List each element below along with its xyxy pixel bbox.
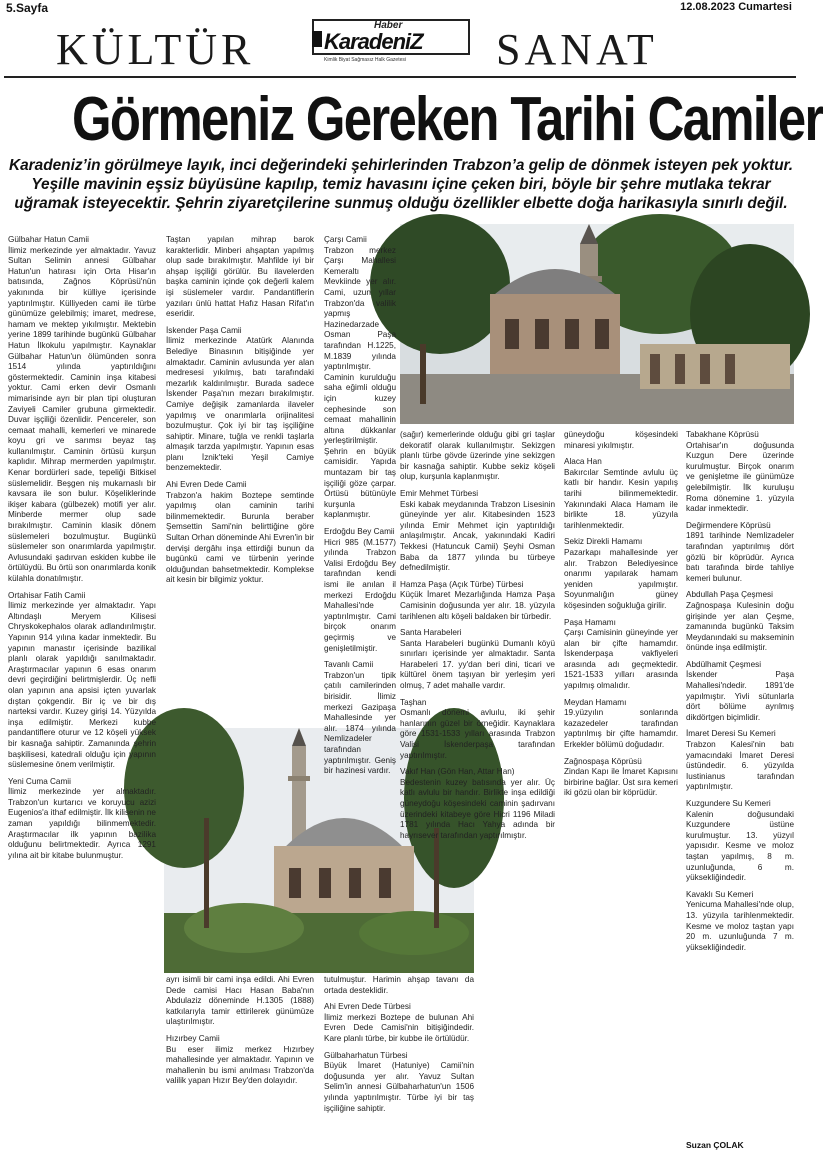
article-column-6: [686, 430, 794, 1138]
section-word-left: KÜLTÜR: [56, 25, 255, 74]
subheading: Sekiz Direkli Hamamı: [564, 537, 643, 547]
article-column-3: [324, 235, 396, 776]
paragraph: 19.yüzyılın sonlarında kazazedeler tarafından yaptırılmış bir çifte hamamdır. Erkekler bölümü doğudadır.: [564, 708, 678, 750]
logo-top-text: Haber: [374, 20, 403, 31]
paragraph: güneydoğu köşesindeki minaresi yıkılmıştır.: [564, 430, 678, 450]
article-column-5: [564, 430, 678, 1151]
column-4-content: [400, 430, 555, 841]
article-column-2-bottom: [166, 975, 314, 1153]
column-2-bottom-content: [166, 975, 314, 1087]
subheading: Kuzgundere Su Kemeri: [686, 799, 771, 808]
paragraph: Bakırcılar Semtinde avlulu üç katlı bir handır. Kesin yapılış tarihi bilinmemektedir. Yakınındaki Alaca Hamam ile birlikte 18. yüzyıla tarihlenmektedir.: [564, 467, 678, 530]
mosque-courtyard-illustration: [400, 224, 794, 424]
photo-mosque-courtyard: [400, 224, 794, 424]
subheading: Hızırbey Camii: [166, 1033, 220, 1043]
paragraph: tutulmuştur. Harimin ahşap tavanı da ortada desteklidir.: [324, 975, 474, 995]
paragraph: Çarşı Camisinin güneyinde yer alan bir çifte hamamdır. İskenderpaşa vakfiyeleri arasında adı geçmektedir. 1521-1533 yılları arasında yapılmış olmalıdır.: [564, 628, 678, 691]
paragraph: İlimiz merkezi Boztepe de bulunan Ahi Evren Dede Camisi'nin bitişiğindedir. Kare planlı türbe, bir kubbe ile örtülüdür.: [324, 1012, 474, 1043]
paragraph: İlimiz merkezinde yer almaktadır. Yavuz Sultan Selimin annesi Gülbahar Hatun'un hatırası için Orta Hisar'ın batısında, Zağnos Köprüsü'nün yakınında bir külliye içerisinde yaptırılmıştır. Külliyeden cami ile türbe günümüze gelebilmiş; imaret, medrese, hamam ve mektep yıkılmıştır. Mektebin yerine 1899 tarihinde bugünkü Gülbahar Hatun İlkokulu yapılmıştır. Kaynaklar Gülbahar Hatun'un ölümünden sonra 1514 yılında yaptırıldığını göstermektedir. Caminin inşa kitabesi yoktur. Cami erken devir Osmanlı mimarisinde ayrı bir plan tipi oluşturan Zaviyeli Camiler grubuna girmektedir. Duvar işçiliği özenlidir. Pencereler, son cemaat mahalli, kemerleri ve minarede koyu gri ve sarımsı beyaz taş kullanılmıştır. Caminin örtüsü kurşun kaplıdır. Mihrap mermerden yapılmıştır. Kenar bordürleri sade, tepeliği Bitkisel süslemelidir. Beşgen niş mukarnaslı bir kavsara ile son bulur. Köşeliklerinde ikişer kabara (gülbezek) motifi yer alır. Minberde mermer olup sade bırakılmıştır. Caminin klasik dönem süslemeleri bozulmuştur. Bugünkü süslemeler son onarımlarda yapılmıştır. Avlusundaki şadırvan eskiden kubbe ile örtülüydü. Bu örtü son onarımlarda konik külahla donatılmıştır.: [8, 245, 156, 583]
column-2-content: [166, 235, 314, 586]
subheading: Değirmendere Köprüsü: [686, 520, 771, 530]
paragraph: Bu eser ilimiz merkez Hızırbey mahallesinde yer almaktadır. Yapının ve mahallenin bu ismi anılması Trabzon'da valilik yapan Hızır Bey'den dolayıdır.: [166, 1044, 314, 1086]
paragraph: Trabzon'un tipik çatılı camilerinden birisidir. İlimiz merkezi Gazipaşa Mahallesinde yer alır. 1874 yılında Nemlizadeler tarafından yaptırılmıştır. Geniş bir hazinesi vardır.: [324, 670, 396, 776]
subheading: İskender Paşa Camii: [166, 325, 242, 335]
subheading: Vakıf Han (Gön Han, Attar Han): [400, 767, 515, 777]
article-column-2: [166, 235, 314, 725]
paragraph: (sağır) kemerlerinde olduğu gibi gri taşlar dekoratif olarak kullanılmıştır. Sekizgen planlı türbe gövde üzerinde yine sekizgen bir kasnağa sahiptir. Kubbe sekiz köşeli olup, kurşunla kaplanmıştır.: [400, 430, 555, 482]
column-1-content: [8, 235, 156, 861]
subheading: Emir Mehmet Türbesi: [400, 488, 479, 498]
paragraph: Trabzon merkez Çarşı Mahallesi Kemeraltı Mevkiinde yer alır. Cami, uzun yıllar Trabzon'da valilik yapmış Hazinedarzade Osman Paşa tarafından H.1225, M.1839 yılında yaptırılmıştır. Caminin kurulduğu saha eğimli olduğu için kuzey cephesinde son cemaat mahallinin altına dükkanlar yerleştirilmiştir. Şehrin en büyük camisidir. Yapıda muntazam bir taş işçiliği göze çarpar. Örtüsü bütünüyle kurşunla kaplanmıştır.: [324, 245, 396, 520]
lead-paragraph: Karadeniz’in görülmeye layık, inci değerindeki şehirlerinden Trabzon’a gelip de dönmek isteyen pek yoktur. Yeşille mavinin eşsiz büyüsüne kapılıp, temiz havasını içine çeken biri, böyle bir şehre mutlaka tekrar uğramak isteyecektir. Şehrin ziyaretçilerine sunmuş olduğu özellikler elbette doğa harikasıyla sınırlı değil.: [8, 157, 794, 212]
section-header: [0, 16, 800, 74]
subheading: Ortahisar Fatih Camii: [8, 590, 86, 600]
paragraph: Santa Harabeleri bugünkü Dumanlı köyü sınırları içerisinde yer almaktadır. Santa Harabeleri 17. yy'dan beri dini, ticari ve kültürel önem taşıyan bir yerleşim yeri olmuş, 7 adet mahalle vardır.: [400, 638, 555, 691]
subheading: Tabakhane Köprüsü: [686, 430, 759, 439]
headline: Görmeniz Gereken Tarihi Camiler: [72, 85, 823, 154]
paragraph: Küçük İmaret Mezarlığında Hamza Paşa Camisinin doğusunda yer alır. 18. yüzyıla tarihlenen altı köşeli baldaken bir türbedir.: [400, 590, 555, 621]
subheading: Gülbaharhatun Türbesi: [324, 1050, 408, 1060]
subheading: Alaca Han: [564, 457, 602, 467]
paragraph: Zindan Kapı ile İmaret Kapısını birbirine bağlar. Üst sıra kemeri iki gözü olan bir köprüdür.: [564, 767, 678, 798]
subheading: Çarşı Camii: [324, 235, 367, 244]
paragraph: Yenicuma Mahallesi'nde olup, 13. yüzyıla tarihlenmektedir. Kesme ve moloz taştan yapı 20 m. uzunluğunda 7 m. yüksekliğindedir.: [686, 900, 794, 952]
paragraph: Osmanlı dönemi avluılu, iki şehir hanlarının güzel bir örneğidir. Kaynaklara göre 1531-1533 yılları arasında Trabzon Valisi İskenderpaşa tarafından yaptırılmıştır.: [400, 708, 555, 760]
header-rule: [4, 76, 796, 78]
subheading: Zağnospaşa Köprüsü: [564, 756, 642, 766]
subheading: Paşa Hamamı: [564, 617, 616, 627]
logo-frame: [312, 19, 470, 55]
subheading: Santa Harabeleri: [400, 628, 462, 638]
subheading: Abdülhamit Çeşmesi: [686, 659, 762, 669]
paragraph: İlimiz merkezinde yer almaktadır. Yapı Altındaşlı Meryem Kilisesi Chryskokephalos olarak adlandırılmıştır. Yapının 914 yılına kadar inmektedir. Bu yapının manastır içerisinde bazilikal planlı olarak yapıldığı sanılmaktadır. Araştırmacılar yapının 6 esas onarım devri geçirdiğini belirtmişlerdir. Üç nefli olan yapının ana apsisi içten yuvarlak dıştan çokgendir. Bir iç ve bir dış narteksi vardır. Kuzey girişi 14. Yüzyılda inşa edilmiştir. Merkezi kubbe pandantiflere oturur ve 12 köşeli yüksek bir kasnağa sahiptir. Zamanında şehrin başkilisesi, katedrali olduğu için yapının süslemesine önem verilmiştir.: [8, 601, 156, 770]
paragraph: Eski kabak meydanında Trabzon Lisesinin güneyinde yer alır. Kitabesinden 1523 yılında Emir Mehmet için yaptırıldığı anlaşılmıştır. Ancak, yakınındaki Kadiri Tekkesi (Hatuncuk Camii) Şeyhi Osman Baba da 1877 yılında bu türbeye defnedilmiştir.: [400, 499, 555, 573]
subheading: Abdullah Paşa Çeşmesi: [686, 590, 773, 600]
newspaper-logo: [312, 19, 470, 67]
paragraph: Taştan yapılan mihrap barok karakterlidir. Minberi ahşaptan yapılmış olup sade bırakılmıştır. Mahfilde iyi bir ahşap işçiliği görülür. Bu ilavelerden başka caminin içinde çok değerli kalem işi süslemeler vardır. Pandantiflerin yazıları ünlü hattat Hafız Hasan Rifat'ın eseridir.: [166, 235, 314, 319]
paragraph: Bedestenin kuzey batısında yer alır. Üç katlı avlulu bir handır. Birlikte inşa edildiği güneydoğu köşesindeki caminin şadırvanı üzerindeki kitabeye göre Hicri 1196 Miladi 1781 yılında Hacı Yahya adında bir hayrısever tarafından yaptırılmıştır.: [400, 777, 555, 840]
subheading: Taşhan: [400, 697, 427, 707]
article-column-4: [400, 430, 555, 1151]
column-5-content: [564, 430, 678, 799]
subheading: Tavanlı Camii: [324, 660, 374, 670]
logo-subtitle: Kimlik Biyat Sağmasız Halk Gazetesi: [324, 57, 406, 63]
column-6-content: [686, 430, 794, 953]
paragraph: ayrı isimli bir cami inşa edildi. Ahi Evren Dede camisi Hacı Hasan Baba'nın Abdulaziz döneminde H.1305 (1888) katkılarıyla tamir ettirilerek günümüze ulaştırılmıştır.: [166, 975, 314, 1027]
subheading: Ahi Evren Dede Camii: [166, 480, 247, 490]
paragraph: İlimiz merkezinde Atatürk Alanında Belediye Binasının bitişiğinde yer almaktadır. Caminin avlusunda yer alan medresesi yıkılmış, batı tarafındaki mezarlık kaldırılmıştır. Burada sadece İskender Paşa'nın mezarı bırakılmıştır. Camiye değişik zamanlarda ilaveler yapılmış ve onarımlarla orijinalitesi bozulmuştur. Çok iyi bir taş işçiliğine sahiptir. Minare, tuğla ve renkli taşlarla almaşık tarzda yapılmıştır. Yapının esas planı İznik'teki Yeşil Camiye benzemektedir.: [166, 336, 314, 473]
paragraph: Büyük İmaret (Hatuniye) Camii'nin doğusunda yer alır. Yavuz Sultan Selim'in annesi Gülbaharhatun'un 1506 yılında yaptırılmıştır. Türbe iyi bir taş işçiliğine sahiptir.: [324, 1061, 474, 1113]
logo-mark-icon: [312, 31, 322, 47]
page-number: 5.Sayfa: [6, 1, 49, 15]
subheading: Kavaklı Su Kemeri: [686, 889, 754, 899]
issue-date: 12.08.2023 Cumartesi: [680, 1, 792, 13]
paragraph: Trabzon Kalesi'nin batı yamacındaki İmaret Deresi üstündedir. 6. yüzyılda Iustinianus tarafından yaptırılmıştır.: [686, 740, 794, 792]
paragraph: İlimiz merkezinde yer almaktadır. Trabzon'un kurtarıcı ve koruyucu azizi Eugenios'a ithaf edilmiştir. İlk kilisenin ne zaman yapıldığı bilinmemektedir. Araştırmacılar ilk yapının bazilika olduğunu belirtmektedir. Ayrıca 1291 yılına ait bir kitabe bulunmuştur.: [8, 787, 156, 860]
paragraph: Hicri 985 (M.1577) yılında Trabzon Valisi Erdoğdu Bey tarafından kendi ismi ile anılan il merkezi Erdoğdu Mahallesi'nde yaptırılmıştır. Cami birçok onarım geçirmiş ve genişletilmiştir.: [324, 537, 396, 653]
subheading: Erdoğdu Bey Camii: [324, 527, 395, 537]
subheading: Hamza Paşa (Açık Türbe) Türbesi: [400, 579, 524, 589]
paragraph: Zağnospaşa Kulesinin doğu girişinde yer alan Çeşme, zamanında bugünkü Taksim Meydanındaki su makseminin önünde inşa edilmiştir.: [686, 600, 794, 653]
paragraph: 1891 tarihinde Nemlizadeler tarafından yaptırılmış dört gözlü bir köprüdür. Ayrıca batı tarafında birde tahliye kemeri bulunur.: [686, 531, 794, 583]
paragraph: Ortahisar'ın doğusunda Kuzgun Dere üzerinde kurulmuştur. Birçok onarım ve genişletme ile günümüze gelebilmiştir. İlk kuruluşu Roma dönemine 1. yüzyıla kadar inmektedir.: [686, 440, 794, 514]
byline: Suzan ÇOLAK: [686, 1140, 744, 1150]
logo-main-text: KaradeniZ: [324, 29, 423, 54]
top-bar: [0, 0, 800, 14]
paragraph: İskender Paşa Mahallesi'ndedir. 1891'de yapılmıştır. Yivli sütunlarla dört bölüme ayrılmış dikdörtgen biçimlidir.: [686, 670, 794, 722]
section-word-right: SANAT: [496, 25, 658, 74]
paragraph: Pazarkapı mahallesinde yer alır. Trabzon Belediyesince onarımı yapılarak hamam yeniden yapılmıştır. Soyunmalığın güney köşesinden soğukluğa girilir.: [564, 547, 678, 610]
column-3-content: [324, 235, 396, 777]
paragraph: Kalenin doğusundaki Kuzgundere üstüne kurulmuştur. 13. yüzyıl yapısıdır. Kesme ve moloz taştan yapılmış, 8 m. uzunluğunda, 6 m. yüksekliğindedir.: [686, 809, 794, 883]
subheading: Yeni Cuma Camii: [8, 776, 71, 786]
subheading: İmaret Deresi Su Kemeri: [686, 729, 776, 739]
subheading: Gülbahar Hatun Camii: [8, 235, 90, 244]
paragraph: Trabzon'a hakim Boztepe semtinde yapılmış olan caminin tarihi bilinmemektedir. Burunla beraber Şemsettin Sami'nin belirttiğine göre Sultan Orhan döneminde Ahi Evren'in bir dervişi dergâhı inşa ettirdiği bunun da bugünkü cami ve türbenin yerinde olduğundan bahsetmektedir. Komplekse ait kesin bir bilgimiz yoktur.: [166, 490, 314, 585]
subheading: Ahi Evren Dede Türbesi: [324, 1002, 411, 1012]
article-column-1: [8, 235, 156, 1153]
subheading: Meydan Hamamı: [564, 697, 627, 707]
